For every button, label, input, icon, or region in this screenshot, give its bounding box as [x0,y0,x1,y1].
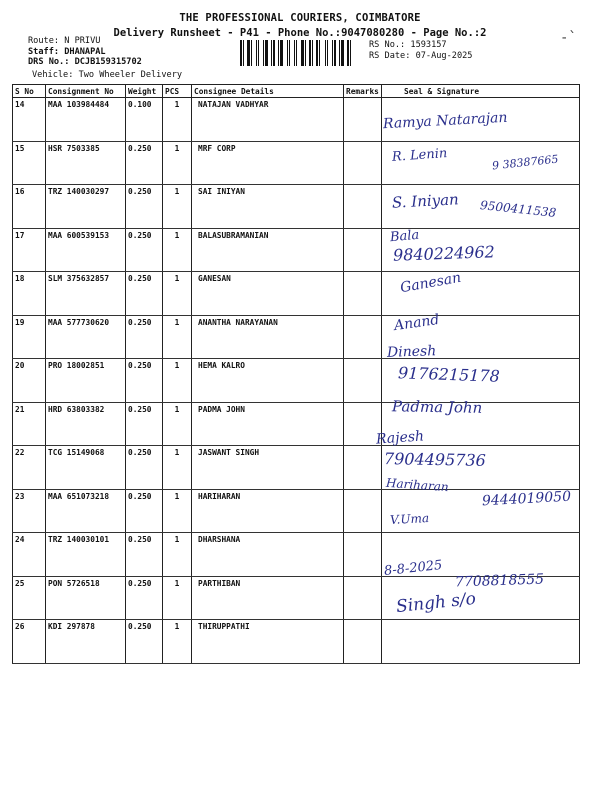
cell-consignee: BALASUBRAMANIAN [192,228,344,272]
cell-remarks [344,489,382,533]
cell-consignment-no: PON 5726518 [46,576,126,620]
signature-18: Ganesan [399,269,463,297]
phone-25: 7708818555 [454,571,545,591]
cell-consignee: DHARSHANA [192,533,344,577]
rs-number: RS No.: 1593157 [369,40,447,50]
cell-pcs: 1 [163,185,192,229]
col-sno: S No [13,85,46,98]
cell-sno: 15 [13,141,46,185]
barcode-image [240,40,360,66]
signature-24: V.Uma [389,510,430,528]
cell-consignee: PARTHIBAN [192,576,344,620]
cell-remarks [344,315,382,359]
phone-17: 9840224962 [392,242,496,265]
barcode-bar [243,40,244,66]
cell-pcs: 1 [163,489,192,533]
cell-remarks [344,141,382,185]
cell-sno: 17 [13,228,46,272]
rs-date: RS Date: 07-Aug-2025 [369,50,473,61]
barcode-bar [256,40,257,66]
cell-sno: 18 [13,272,46,316]
barcode-bar [273,40,275,66]
cell-weight: 0.250 [126,315,163,359]
cell-sno: 25 [13,576,46,620]
cell-pcs: 1 [163,141,192,185]
barcode-bar [309,40,311,66]
barcode-bar [251,40,252,66]
cell-pcs: 1 [163,576,192,620]
signature-15: R. Lenin [391,146,448,165]
signature-17: Bala [389,227,420,246]
cell-sno: 20 [13,359,46,403]
cell-remarks [344,533,382,577]
barcode-bar [305,40,306,66]
barcode-bar [347,40,349,66]
cell-consignment-no: TCG 15149068 [46,446,126,490]
staff-label: Staff: DHANAPAL [28,46,106,57]
cell-remarks [344,446,382,490]
table-row [13,272,580,316]
cell-sno: 16 [13,185,46,229]
cell-remarks [344,576,382,620]
cell-consignment-no: TRZ 140030297 [46,185,126,229]
meta-left [28,36,142,68]
cell-weight: 0.250 [126,228,163,272]
cell-consignee: HEMA KALRO [192,359,344,403]
cell-weight: 0.250 [126,576,163,620]
cell-pcs: 1 [163,98,192,142]
cell-remarks [344,272,382,316]
cell-pcs: 1 [163,446,192,490]
table-row [13,533,580,577]
cell-consignment-no: SLM 375632857 [46,272,126,316]
barcode-bar [280,40,283,66]
signature-22: Rajesh [375,428,425,448]
cell-pcs: 1 [163,533,192,577]
cell-consignee: PADMA JOHN [192,402,344,446]
barcode-bar [325,40,326,66]
cell-weight: 0.250 [126,489,163,533]
cell-consignee: GANESAN [192,272,344,316]
col-weight: Weight [126,85,163,98]
phone-22: 7904495736 [383,449,486,470]
cell-consignee: SAI INIYAN [192,185,344,229]
phone-20: 9176215178 [397,363,501,386]
cell-remarks [344,185,382,229]
cell-pcs: 1 [163,359,192,403]
barcode-bar [332,40,333,66]
cell-pcs: 1 [163,228,192,272]
barcode-bar [316,40,318,66]
cell-remarks [344,228,382,272]
col-consignment: Consignment No [46,85,126,98]
corner-mark: -` [560,30,577,46]
meta-right [369,40,472,61]
barcode-bar [265,40,268,66]
table-row [13,315,580,359]
drs-label: DRS No.: DCJB159315702 [28,57,142,67]
signature-26: Singh s/o [395,588,477,618]
cell-consignment-no: MAA 600539153 [46,228,126,272]
barcode-bar [301,40,304,66]
cell-consignment-no: KDI 297878 [46,620,126,664]
cell-consignment-no: MAA 103984484 [46,98,126,142]
cell-weight: 0.250 [126,533,163,577]
barcode-bar [341,40,344,66]
cell-weight: 0.250 [126,620,163,664]
barcode-bar [339,40,340,66]
cell-consignment-no: MAA 577730620 [46,315,126,359]
cell-consignment-no: MAA 651073218 [46,489,126,533]
barcode-bar [289,40,290,66]
cell-pcs: 1 [163,315,192,359]
barcode-bar [263,40,264,66]
cell-weight: 0.250 [126,446,163,490]
col-pcs: PCS [163,85,192,98]
barcode-bar [334,40,336,66]
signature-23: Hariharan [385,475,450,495]
cell-weight: 0.250 [126,185,163,229]
cell-consignment-no: PRO 18002851 [46,359,126,403]
cell-weight: 0.100 [126,98,163,142]
cell-sno: 24 [13,533,46,577]
table-row [13,402,580,446]
table-row [13,446,580,490]
table-header-row [13,85,580,98]
cell-weight: 0.250 [126,359,163,403]
barcode-bar [271,40,272,66]
cell-weight: 0.250 [126,402,163,446]
phone-23: 9444019050 [481,488,572,510]
cell-sno: 14 [13,98,46,142]
cell-consignment-no: TRZ 140030101 [46,533,126,577]
cell-remarks [344,98,382,142]
barcode-bar [278,40,279,66]
route-label: Route: N PRIVU [28,36,101,46]
cell-pcs: 1 [163,402,192,446]
barcode-bar [312,40,313,66]
cell-sno: 23 [13,489,46,533]
table-row [13,620,580,664]
barcode-bar [350,40,351,66]
runsheet-subtitle: Delivery Runsheet - P41 - Phone No.:9047080280 - Page No.:2 [113,27,487,39]
barcode-bar [296,40,297,66]
cell-consignee: NATAJAN VADHYAR [192,98,344,142]
cell-sno: 22 [13,446,46,490]
cell-consignee: MRF CORP [192,141,344,185]
barcode-bar [287,40,288,66]
cell-consignee: THIRUPPATHI [192,620,344,664]
signature-20: Dinesh [386,343,437,361]
col-signature: Seal & Signature [382,85,580,98]
phone-15: 9 38387665 [491,152,559,173]
cell-sno: 26 [13,620,46,664]
cell-sno: 21 [13,402,46,446]
cell-signature [382,620,580,664]
cell-consignee: HARIHARAN [192,489,344,533]
cell-consignee: JASWANT SINGH [192,446,344,490]
cell-consignment-no: HRD 63803382 [46,402,126,446]
col-consignee: Consignee Details [192,85,344,98]
barcode-bar [319,40,320,66]
barcode-bar [258,40,259,66]
cell-sno: 19 [13,315,46,359]
barcode-bar [240,40,242,66]
col-remarks: Remarks [344,85,382,98]
barcode-bar [294,40,295,66]
signature-21: Padma John [391,397,483,417]
cell-remarks [344,359,382,403]
cell-pcs: 1 [163,272,192,316]
phone-16: 9500411538 [479,198,557,220]
runsheet-title: THE PROFESSIONAL COURIERS, COIMBATORE [179,12,421,24]
signature-19: Anand [393,311,441,335]
barcode-bar [247,40,250,66]
vehicle-label: Vehicle: Two Wheeler Delivery [32,70,183,80]
cell-weight: 0.250 [126,141,163,185]
cell-weight: 0.250 [126,272,163,316]
barcode-bar [327,40,328,66]
cell-remarks [344,620,382,664]
cell-pcs: 1 [163,620,192,664]
cell-consignee: ANANTHA NARAYANAN [192,315,344,359]
signature-16: S. Iniyan [391,190,460,212]
signature-14: Ramya Natarajan [382,109,508,133]
signature-25: 8-8-2025 [383,557,444,580]
cell-consignment-no: HSR 7503385 [46,141,126,185]
